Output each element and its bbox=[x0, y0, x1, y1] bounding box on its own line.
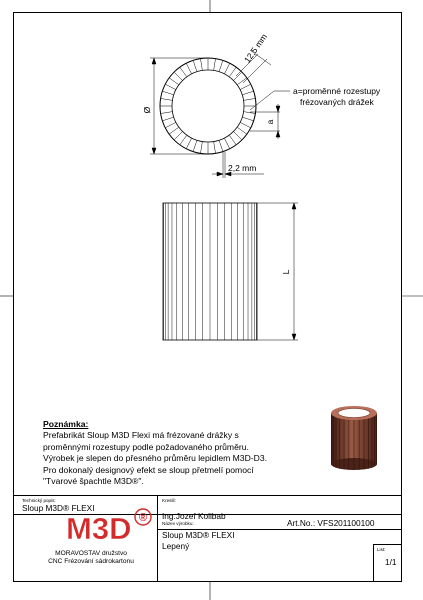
note-line: Prefabrikát Sloup M3D Flexi má frézované drážky s bbox=[43, 430, 239, 441]
product-sub: Lepený bbox=[162, 541, 190, 551]
note-block bbox=[43, 419, 313, 487]
note-title: Poznámka: bbox=[43, 419, 89, 429]
groove-a-label: a bbox=[265, 119, 275, 125]
product-label: Název výrobku: bbox=[162, 521, 194, 526]
technical-value: Sloup M3D® FLEXI bbox=[22, 503, 95, 513]
sheet-value: 1/1 bbox=[385, 557, 397, 567]
note-line: proměnnými rozestupy podle požadovaného průměru. bbox=[43, 441, 249, 452]
company-line-1: MORAVOSTAV družstvo bbox=[55, 550, 127, 557]
m3d-logo bbox=[64, 507, 154, 547]
diameter-dimension bbox=[150, 58, 208, 154]
company-line-2: CNC Frézování sádrokartonu bbox=[48, 558, 134, 565]
groove-a-dimension bbox=[250, 91, 290, 139]
note-line: "Tvarové špachtle M3D®". bbox=[43, 476, 144, 487]
drawn-label: Kreslil: bbox=[162, 498, 176, 503]
length-dimension bbox=[257, 203, 298, 340]
drawn-value: Ing.Jozef Kolibab bbox=[162, 511, 226, 521]
wall-dimension-label: 12,5 mm bbox=[241, 31, 270, 65]
product-value: Sloup M3D® FLEXI bbox=[162, 530, 235, 540]
callout-line-1: a=proměnné rozestupy bbox=[293, 86, 381, 96]
callout-line-2: frézovaných drážek bbox=[300, 97, 374, 107]
svg-text:®: ® bbox=[138, 512, 148, 524]
groove-width-label: 2,2 mm bbox=[228, 163, 257, 173]
sheet-label: List: bbox=[377, 547, 386, 552]
technical-label: Technický popis: bbox=[22, 498, 56, 503]
art-number: Art.No.: VFS201100100 bbox=[287, 518, 375, 528]
column-3d-render bbox=[331, 406, 377, 470]
diameter-label: Ø bbox=[142, 106, 152, 114]
length-label: L bbox=[281, 269, 291, 275]
column-side-view bbox=[163, 203, 257, 340]
note-line: Pro dokonalý designový efekt se sloup přetmelí pomocí bbox=[43, 464, 254, 475]
svg-text:M3D: M3D bbox=[66, 511, 132, 546]
ring-top-view bbox=[160, 58, 256, 154]
note-line: Výrobek je slepen do přesného průměru lepidlem M3D-D3. bbox=[43, 453, 268, 464]
